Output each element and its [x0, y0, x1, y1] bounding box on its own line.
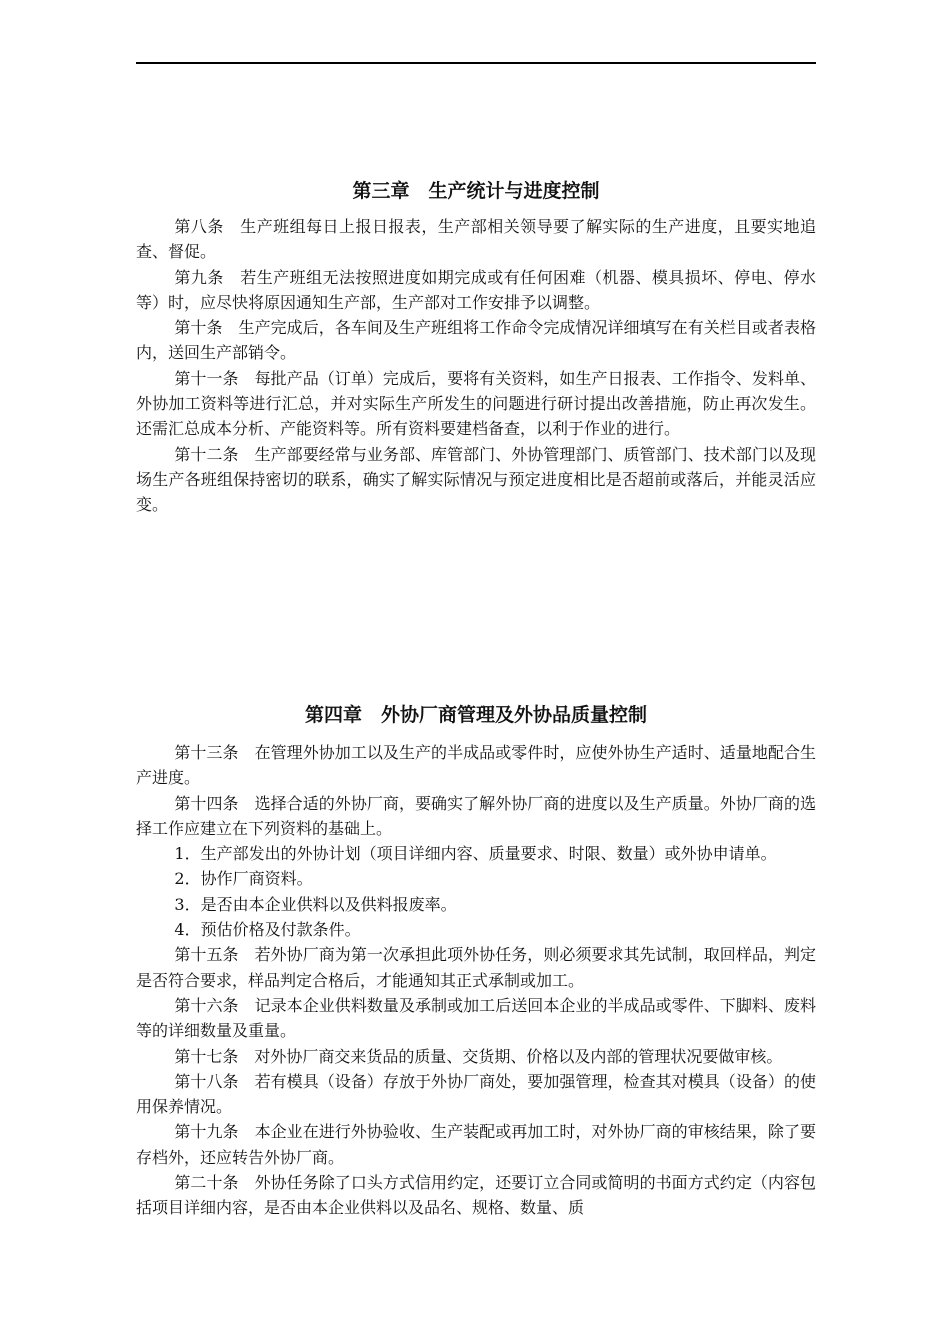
article-20: 第二十条 外协任务除了口头方式信用约定，还要订立合同或简明的书面方式约定（内容包括项目详细内容，是否由本企业供料以及品名、规格、数量、质: [136, 1173, 816, 1218]
chapter-4-body: [136, 740, 816, 1221]
article-15: 第十五条 若外协厂商为第一次承担此项外协任务，则必须要求其先试制，取回样品，判定是否符合要求，样品判定合格后，才能通知其正式承制或加工。: [136, 945, 816, 990]
chapter-3-title: 第三章 生产统计与进度控制: [352, 180, 600, 202]
article-18: 第十八条 若有模具（设备）存放于外协厂商处，要加强管理，检查其对模具（设备）的使用保养情况。: [136, 1071, 816, 1117]
article-19: 第十九条 本企业在进行外协验收、生产装配或再加工时，对外协厂商的审核结果，除了要存档外，还应转告外协厂商。: [136, 1122, 816, 1167]
article-17: 第十七条 对外协厂商交来货品的质量、交货期、价格以及内部的管理状况要做审核。: [174, 1046, 783, 1066]
chapter-4-title: 第四章 外协厂商管理及外协品质量控制: [304, 704, 647, 726]
list-item-4: 4．预估价格及付款条件。: [174, 920, 361, 940]
article-11: 第十一条 每批产品（订单）完成后，要将有关资料，如生产日报表、工作指令、发料单、外协加工资料等进行汇总，并对实际生产所发生的问题进行研讨提出改善措施，防止再次发生。还需汇总成本分析、产能资料等。所有资料要建档备查，以利于作业的进行。: [136, 368, 816, 439]
article-12: 第十二条 生产部要经常与业务部、库管部门、外协管理部门、质管部门、技术部门以及现场生产各班组保持密切的联系，确实了解实际情况与预定进度相比是否超前或落后，并能灵活应变。: [136, 444, 816, 515]
article-10: 第十条 生产完成后，各车间及生产班组将工作命令完成情况详细填写在有关栏目或者表格内，送回生产部销令。: [136, 318, 816, 363]
article-14: 第十四条 选择合适的外协厂商，要确实了解外协厂商的进度以及生产质量。外协厂商的选择工作应建立在下列资料的基础上。: [136, 793, 816, 838]
chapter-3-body: [136, 214, 816, 518]
list-item-3: 3．是否由本企业供料以及供料报废率。: [174, 894, 457, 914]
list-item-2: 2．协作厂商资料。: [174, 869, 313, 889]
article-9: 第九条 若生产班组无法按照进度如期完成或有任何困难（机器、模具损坏、停电、停水等）时，应尽快将原因通知生产部，生产部对工作安排予以调整。: [136, 267, 816, 312]
article-13: 第十三条 在管理外协加工以及生产的半成品或零件时，应使外协生产适时、适量地配合生产进度。: [136, 743, 816, 788]
list-item-1: 1．生产部发出的外协计划（项目详细内容、质量要求、时限、数量）或外协申请单。: [174, 844, 777, 864]
article-16: 第十六条 记录本企业供料数量及承制或加工后送回本企业的半成品或零件、下脚料、废料等的详细数量及重量。: [136, 995, 816, 1041]
article-8: 第八条 生产班组每日上报日报表，生产部相关领导要了解实际的生产进度，且要实地追查、督促。: [136, 217, 816, 262]
header-rule: [136, 62, 816, 64]
